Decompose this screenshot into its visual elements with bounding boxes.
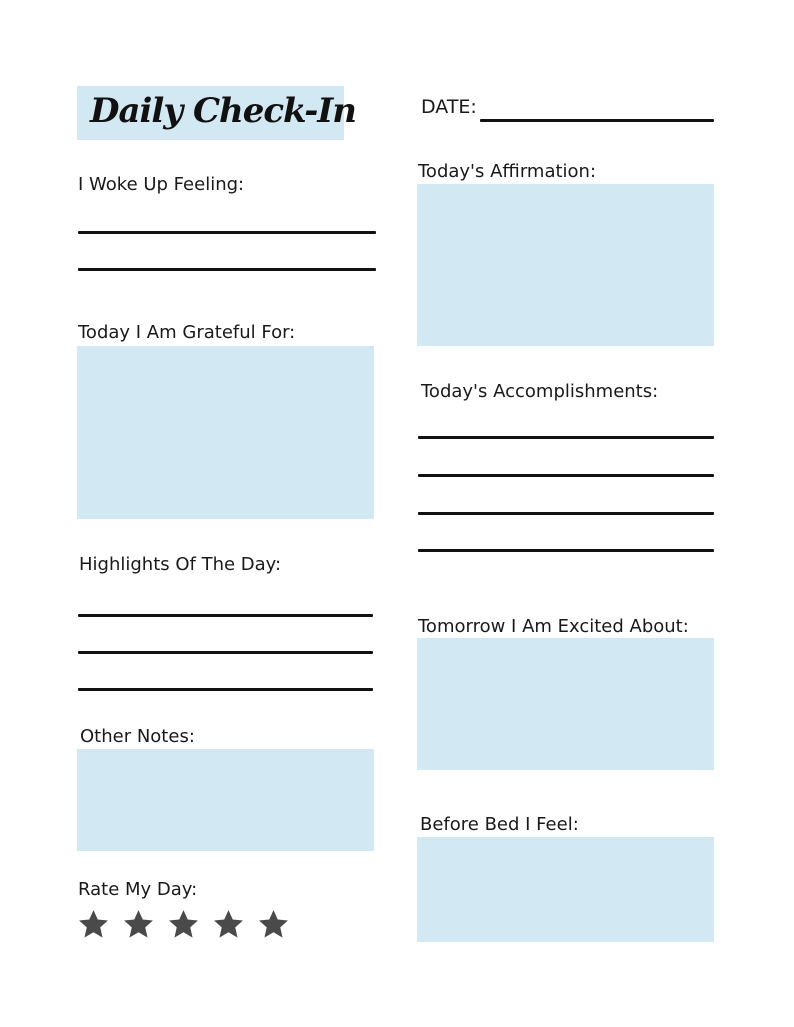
woke-up-feeling-label: I Woke Up Feeling: (78, 174, 245, 195)
star-icon[interactable] (167, 908, 200, 941)
before-bed-label: Before Bed I Feel: (420, 814, 579, 835)
star-icon[interactable] (257, 908, 290, 941)
accomplishments-line[interactable] (418, 549, 714, 552)
star-icon[interactable] (212, 908, 245, 941)
woke-up-feeling-line[interactable] (78, 231, 376, 234)
title-banner (77, 86, 356, 140)
highlights-line[interactable] (78, 614, 373, 617)
highlights-line[interactable] (78, 651, 373, 654)
rating-stars[interactable] (77, 908, 290, 941)
grateful-for-label: Today I Am Grateful For: (78, 322, 296, 343)
accomplishments-label: Today's Accomplishments: (421, 381, 659, 402)
date-label: DATE: (421, 96, 477, 118)
other-notes-label: Other Notes: (80, 726, 195, 747)
star-icon[interactable] (77, 908, 110, 941)
affirmation-box[interactable] (417, 184, 714, 346)
affirmation-label: Today's Affirmation: (418, 161, 597, 182)
grateful-for-box[interactable] (77, 346, 374, 519)
excited-about-box[interactable] (417, 638, 714, 770)
woke-up-feeling-line[interactable] (78, 268, 376, 271)
accomplishments-line[interactable] (418, 512, 714, 515)
other-notes-box[interactable] (77, 749, 374, 851)
before-bed-box[interactable] (417, 837, 714, 942)
highlights-line[interactable] (78, 688, 373, 691)
rate-my-day-label: Rate My Day: (78, 879, 198, 900)
date-write-line[interactable] (480, 119, 714, 122)
excited-about-label: Tomorrow I Am Excited About: (418, 616, 689, 637)
highlights-label: Highlights Of The Day: (79, 554, 282, 575)
accomplishments-line[interactable] (418, 436, 714, 439)
star-icon[interactable] (122, 908, 155, 941)
page-title: Daily Check-In (90, 91, 356, 131)
accomplishments-line[interactable] (418, 474, 714, 477)
